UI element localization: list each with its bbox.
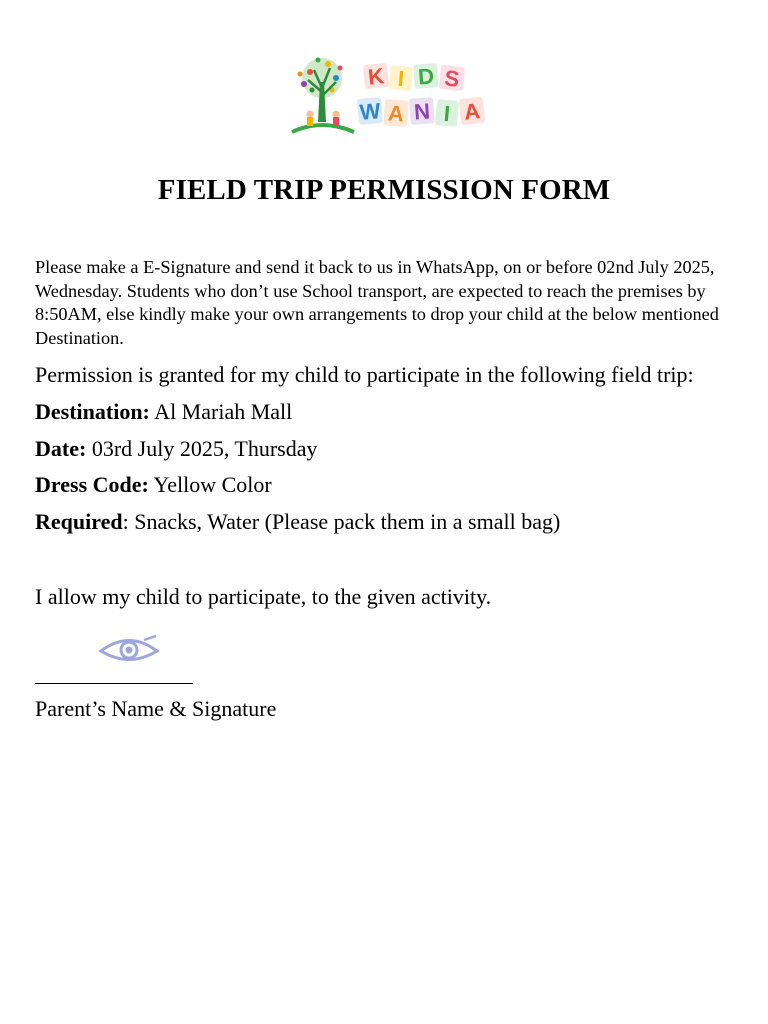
signature-line (35, 683, 193, 684)
required-row (35, 508, 560, 536)
wania-letters (357, 97, 485, 127)
instructions-paragraph: Please make a E-Signature and send it back to us in WhatsApp, on or before 02nd July 2025, Wednesday. Students who don’t use School transport, are expected to reach the premises by 8:50AM, else kindly make your own arrangements to drop your child at the below mentioned Destination. (35, 257, 719, 349)
destination-label: Destination: (35, 399, 150, 424)
svg-text:N: N (413, 98, 431, 125)
permission-statement: Permission is granted for my child to participate in the following field trip: (35, 362, 694, 387)
destination-value: Al Mariah Mall (149, 399, 293, 424)
svg-text:I: I (396, 65, 406, 92)
svg-text:A: A (462, 98, 482, 125)
form-title: FIELD TRIP PERMISSION FORM (157, 174, 611, 206)
tree-icon (292, 58, 354, 133)
destination-row (35, 398, 292, 426)
required-value: : Snacks, Water (Please pack them in a small bag) (122, 509, 561, 534)
dress-code-value: Yellow Color (148, 472, 272, 497)
svg-text:K: K (366, 63, 386, 90)
dress-code-label: Dress Code: (35, 472, 149, 497)
dress-code-row (35, 471, 272, 499)
svg-text:D: D (417, 63, 435, 90)
consent-statement: I allow my child to participate, to the given activity. (35, 584, 492, 609)
eye-icon (98, 634, 160, 668)
kids-letters (363, 63, 465, 92)
date-value: 03rd July 2025, Thursday (86, 436, 318, 461)
svg-text:S: S (443, 65, 461, 92)
signature-caption: Parent’s Name & Signature (35, 696, 277, 721)
svg-text:I: I (442, 100, 452, 127)
svg-text:A: A (387, 100, 405, 127)
required-label: Required (35, 509, 123, 534)
kids-wania-logo (282, 52, 494, 140)
svg-text:W: W (358, 98, 382, 125)
date-label: Date: (35, 436, 87, 461)
date-row (35, 435, 318, 463)
